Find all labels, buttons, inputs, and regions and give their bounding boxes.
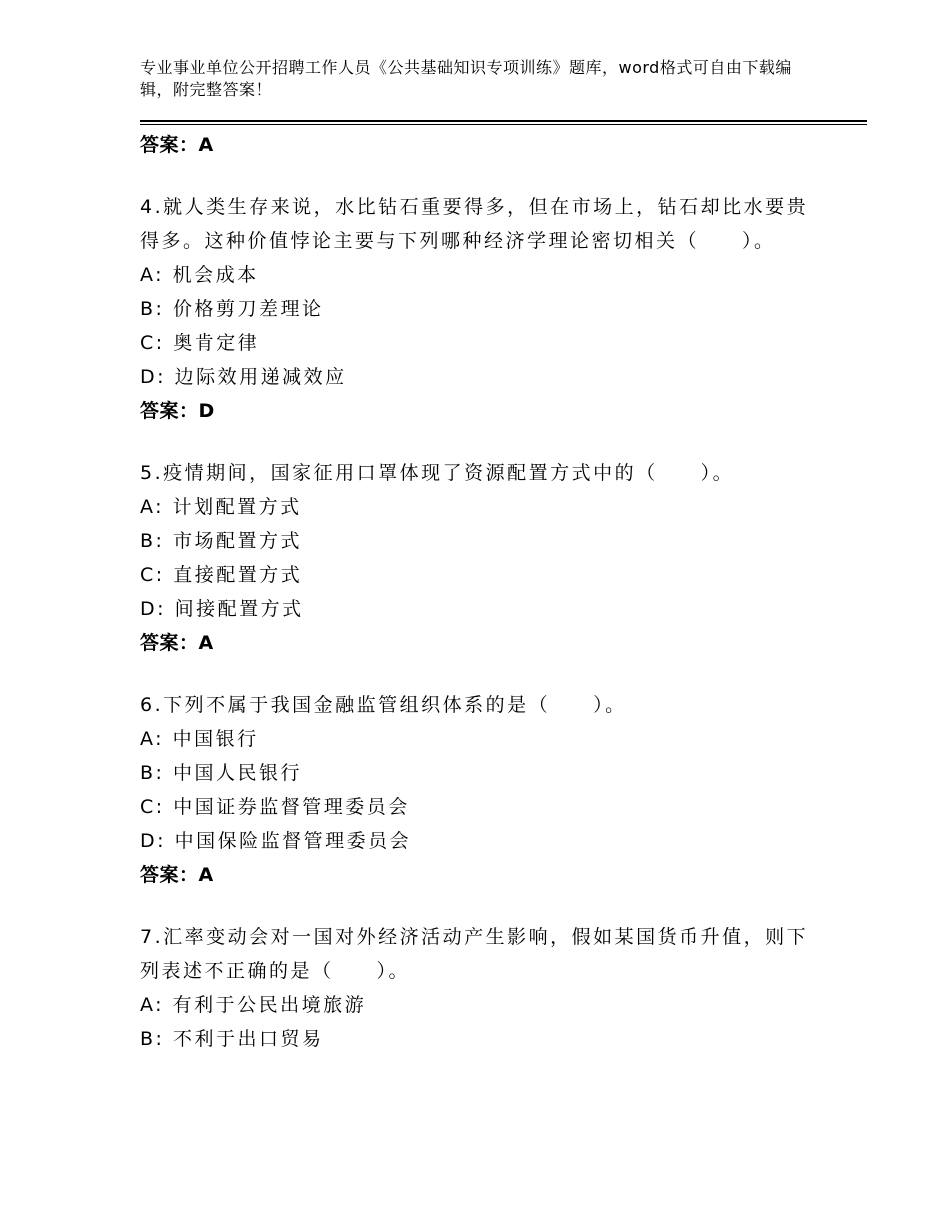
document-header: 专业事业单位公开招聘工作人员《公共基础知识专项训练》题库，word格式可自由下载编辑，附完整答案！ <box>140 58 792 99</box>
answer-line: 答案：A <box>140 134 214 156</box>
option-b: B: 价格剪刀差理论 <box>140 298 324 320</box>
option-b: B: 不利于出口贸易 <box>140 1028 324 1050</box>
answer-line: 答案：D <box>140 400 215 422</box>
header-rule-thin <box>140 124 867 125</box>
option-a: A: 机会成本 <box>140 264 259 286</box>
option-c: C: 直接配置方式 <box>140 564 303 586</box>
answer-line: 答案：A <box>140 864 214 886</box>
question-6 <box>140 688 820 892</box>
option-a: A: 中国银行 <box>140 728 259 750</box>
option-a: A: 计划配置方式 <box>140 496 302 518</box>
question-5 <box>140 456 820 660</box>
option-d: D: 边际效用递减效应 <box>140 366 347 388</box>
question-text: 5.疫情期间，国家征用口罩体现了资源配置方式中的（ ）。 <box>140 462 735 484</box>
question-text: 7.汇率变动会对一国对外经济活动产生影响，假如某国货币升值，则下列表述不正确的是（ ）。 <box>140 926 809 982</box>
question-list <box>140 128 820 1056</box>
option-c: C: 中国证券监督管理委员会 <box>140 796 410 818</box>
question-text: 6.下列不属于我国金融监管组织体系的是（ ）。 <box>140 694 627 716</box>
option-a: A: 有利于公民出境旅游 <box>140 994 367 1016</box>
answer-line: 答案：A <box>140 632 214 654</box>
option-d: D: 中国保险监督管理委员会 <box>140 830 412 852</box>
option-c: C: 奥肯定律 <box>140 332 260 354</box>
option-b: B: 中国人民银行 <box>140 762 302 784</box>
question-4 <box>140 190 820 428</box>
option-b: B: 市场配置方式 <box>140 530 302 552</box>
header-rule-thick <box>140 120 867 122</box>
option-d: D: 间接配置方式 <box>140 598 304 620</box>
question-7 <box>140 920 820 1056</box>
question-text: 4.就人类生存来说，水比钻石重要得多，但在市场上，钻石却比水要贵得多。这种价值悖论主要与下列哪种经济学理论密切相关（ ）。 <box>140 196 809 252</box>
